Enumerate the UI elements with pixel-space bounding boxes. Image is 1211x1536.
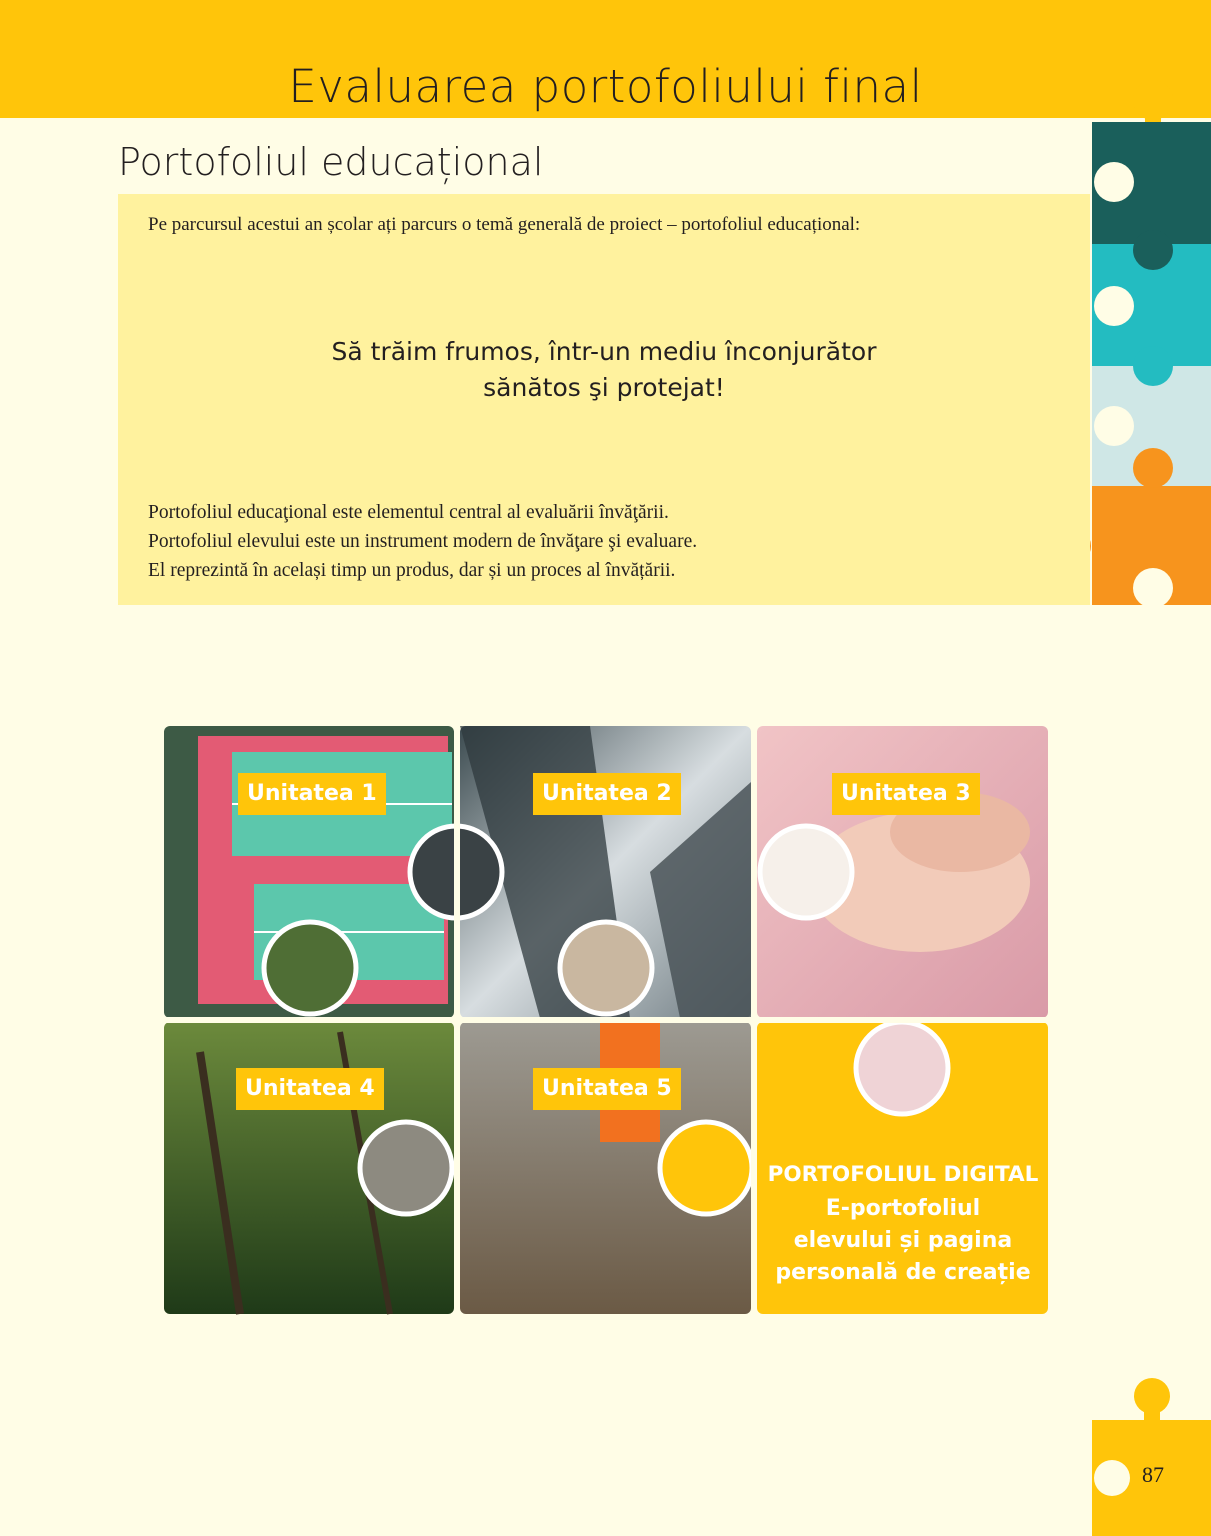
motto-line-2: sănătos şi protejat! [483,373,725,402]
digital-portfolio-text [760,1162,1046,1289]
motto-line-1: Să trăim frumos, într-un mediu înconjurător [331,337,877,366]
description [148,498,697,585]
description-line-2: Portofoliul elevului este un instrument modern de învăţare şi evaluare. [148,531,698,552]
digital-portfolio-line-3: personală de creație [775,1260,1031,1285]
description-line-3: El reprezintă în același timp un produs, dar și un proces al învățării. [148,560,676,581]
digital-portfolio-title: PORTOFOLIUL DIGITAL [767,1162,1039,1187]
section-title: Portofoliul educațional [118,140,544,184]
description-line-1: Portofoliul educaţional este elementul central al evaluării învăţării. [148,502,669,523]
motto [118,334,1090,406]
digital-portfolio-line-2: elevului și pagina [793,1228,1013,1253]
digital-portfolio-line-1: E-portofoliul [825,1196,981,1221]
unit-5-label: Unitatea 5 [533,1068,681,1110]
page-number: 87 [1142,1462,1164,1487]
unit-2-label: Unitatea 2 [533,773,681,815]
page-corner-puzzle [1090,1370,1211,1536]
intro-box [118,194,1090,605]
unit-3-label: Unitatea 3 [832,773,980,815]
unit-1-label: Unitatea 1 [238,773,386,815]
unit-4-label: Unitatea 4 [236,1068,384,1110]
page-title: Evaluarea portofoliului final [288,60,923,113]
intro-text: Pe parcursul acestui an școlar ați parcurs o temă generală de proiect – portofoliul educațional: [148,214,861,235]
